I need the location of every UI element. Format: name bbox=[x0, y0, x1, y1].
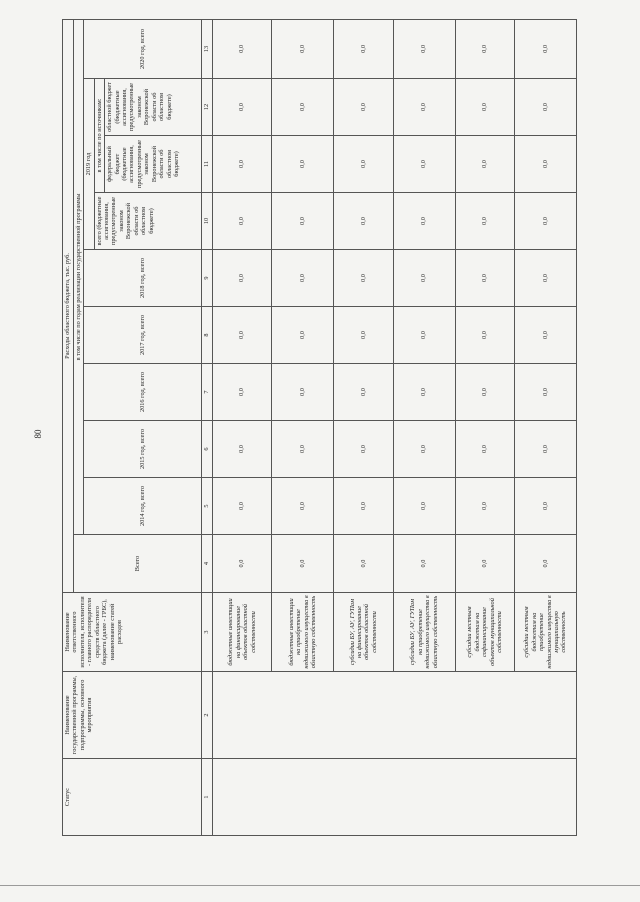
value-cell: 0,0 bbox=[272, 364, 334, 421]
header-row-1 bbox=[63, 19, 74, 835]
value-cell: 0,0 bbox=[515, 421, 577, 478]
value-cell: 0,0 bbox=[393, 79, 455, 136]
expense-item-label: бюджетные инвестиции на финансирование объектов областной собственности bbox=[212, 593, 272, 672]
value-cell: 0,0 bbox=[393, 478, 455, 535]
column-number: 12 bbox=[202, 79, 213, 136]
column-number: 1 bbox=[202, 759, 213, 836]
header-2020: 2020 год, всего bbox=[84, 19, 202, 78]
value-cell: 0,0 bbox=[334, 19, 394, 78]
value-cell: 0,0 bbox=[455, 193, 515, 250]
value-cell: 0,0 bbox=[455, 364, 515, 421]
column-number: 5 bbox=[202, 478, 213, 535]
header-2017: 2017 год, всего bbox=[84, 307, 202, 364]
page-bottom-rule bbox=[0, 885, 640, 886]
value-cell: 0,0 bbox=[393, 307, 455, 364]
column-number: 4 bbox=[202, 535, 213, 593]
header-2019-sources: в том числе по источникам: bbox=[94, 79, 105, 193]
expense-item-label: субсидии БУ, АУ, ГУПам на приобретение недвижимого имущества в областную собственность bbox=[393, 593, 455, 672]
value-cell: 0,0 bbox=[272, 478, 334, 535]
value-cell: 0,0 bbox=[334, 307, 394, 364]
header-2018: 2018 год, всего bbox=[84, 250, 202, 307]
value-cell: 0,0 bbox=[515, 193, 577, 250]
value-cell: 0,0 bbox=[455, 421, 515, 478]
header-2019-federal: федеральный бюджет (бюджетные ассигнования, предусмотренные законом Воронежской области об областном бюджете) bbox=[105, 136, 202, 193]
value-cell: 0,0 bbox=[334, 535, 394, 593]
value-cell: 0,0 bbox=[272, 193, 334, 250]
value-cell: 0,0 bbox=[334, 478, 394, 535]
value-cell: 0,0 bbox=[272, 535, 334, 593]
expense-item-label: бюджетные инвестиции на приобретение недвижимого имущества в областную собственность bbox=[272, 593, 334, 672]
value-cell: 0,0 bbox=[455, 250, 515, 307]
column-number: 13 bbox=[202, 19, 213, 78]
value-cell: 0,0 bbox=[393, 364, 455, 421]
value-cell: 0,0 bbox=[393, 19, 455, 78]
value-cell: 0,0 bbox=[212, 19, 272, 78]
value-cell: 0,0 bbox=[212, 136, 272, 193]
value-cell: 0,0 bbox=[334, 421, 394, 478]
header-executor: Наименование ответственного исполнителя, исполнителя - главного распорядителя средств областного бюджета (далее - ГРБС), наименование статей расходов bbox=[63, 593, 202, 672]
value-cell: 0,0 bbox=[515, 250, 577, 307]
value-cell: 0,0 bbox=[393, 136, 455, 193]
header-status: Статус bbox=[63, 759, 202, 836]
value-cell: 0,0 bbox=[272, 307, 334, 364]
value-cell: 0,0 bbox=[334, 250, 394, 307]
value-cell: 0,0 bbox=[455, 307, 515, 364]
header-2016: 2016 год, всего bbox=[84, 364, 202, 421]
value-cell: 0,0 bbox=[212, 307, 272, 364]
value-cell: 0,0 bbox=[212, 478, 272, 535]
header-total: Всего bbox=[73, 535, 202, 593]
value-cell: 0,0 bbox=[334, 136, 394, 193]
value-cell: 0,0 bbox=[393, 535, 455, 593]
column-number: 7 bbox=[202, 364, 213, 421]
status-cell bbox=[212, 759, 576, 836]
value-cell: 0,0 bbox=[515, 535, 577, 593]
value-cell: 0,0 bbox=[515, 79, 577, 136]
table-row bbox=[212, 19, 272, 835]
budget-table bbox=[62, 19, 577, 836]
value-cell: 0,0 bbox=[393, 193, 455, 250]
header-2019: 2019 год bbox=[84, 79, 95, 250]
header-by-year: в том числе по годам реализации государственной программы bbox=[73, 19, 84, 534]
value-cell: 0,0 bbox=[272, 79, 334, 136]
page-number: 80 bbox=[33, 429, 43, 439]
value-cell: 0,0 bbox=[272, 250, 334, 307]
expense-item-label: субсидии местным бюджетам на софинансирование объектов муниципальной собственности bbox=[455, 593, 515, 672]
header-program-name: Наименование государственной программы, подпрограммы, основного мероприятия bbox=[63, 672, 202, 759]
value-cell: 0,0 bbox=[515, 19, 577, 78]
column-number: 8 bbox=[202, 307, 213, 364]
value-cell: 0,0 bbox=[455, 19, 515, 78]
value-cell: 0,0 bbox=[212, 250, 272, 307]
header-2019-regional: областной бюджет (бюджетные ассигнования, предусмотренные законом Воронежской области об областном бюджете) bbox=[105, 79, 202, 136]
value-cell: 0,0 bbox=[455, 535, 515, 593]
value-cell: 0,0 bbox=[212, 79, 272, 136]
value-cell: 0,0 bbox=[393, 250, 455, 307]
value-cell: 0,0 bbox=[272, 136, 334, 193]
value-cell: 0,0 bbox=[515, 136, 577, 193]
value-cell: 0,0 bbox=[515, 307, 577, 364]
header-2014: 2014 год, всего bbox=[84, 478, 202, 535]
value-cell: 0,0 bbox=[515, 478, 577, 535]
value-cell: 0,0 bbox=[212, 364, 272, 421]
value-cell: 0,0 bbox=[515, 364, 577, 421]
column-number: 6 bbox=[202, 421, 213, 478]
value-cell: 0,0 bbox=[334, 79, 394, 136]
header-2019-total: всего (бюджетные ассигнования, предусмотренные законом Воронежской области об областном бюджете) bbox=[94, 193, 202, 250]
value-cell: 0,0 bbox=[272, 19, 334, 78]
expense-item-label: субсидии местным бюджетам на приобретение недвижимого имущества в муниципальную собственность bbox=[515, 593, 577, 672]
value-cell: 0,0 bbox=[212, 193, 272, 250]
value-cell: 0,0 bbox=[334, 193, 394, 250]
header-2015: 2015 год, всего bbox=[84, 421, 202, 478]
value-cell: 0,0 bbox=[212, 421, 272, 478]
program-name-cell bbox=[212, 672, 576, 759]
value-cell: 0,0 bbox=[272, 421, 334, 478]
column-numbers-row bbox=[202, 19, 213, 835]
column-number: 10 bbox=[202, 193, 213, 250]
column-number: 11 bbox=[202, 136, 213, 193]
value-cell: 0,0 bbox=[455, 79, 515, 136]
rotated-sheet bbox=[62, 20, 577, 836]
column-number: 3 bbox=[202, 593, 213, 672]
value-cell: 0,0 bbox=[393, 421, 455, 478]
header-expenses: Расходы областного бюджета, тыс. руб. bbox=[63, 19, 74, 592]
value-cell: 0,0 bbox=[455, 136, 515, 193]
value-cell: 0,0 bbox=[212, 535, 272, 593]
expense-item-label: субсидии БУ, АУ, ГУПам на финансирование объектов областной собственности bbox=[334, 593, 394, 672]
column-number: 2 bbox=[202, 672, 213, 759]
column-number: 9 bbox=[202, 250, 213, 307]
value-cell: 0,0 bbox=[334, 364, 394, 421]
value-cell: 0,0 bbox=[455, 478, 515, 535]
